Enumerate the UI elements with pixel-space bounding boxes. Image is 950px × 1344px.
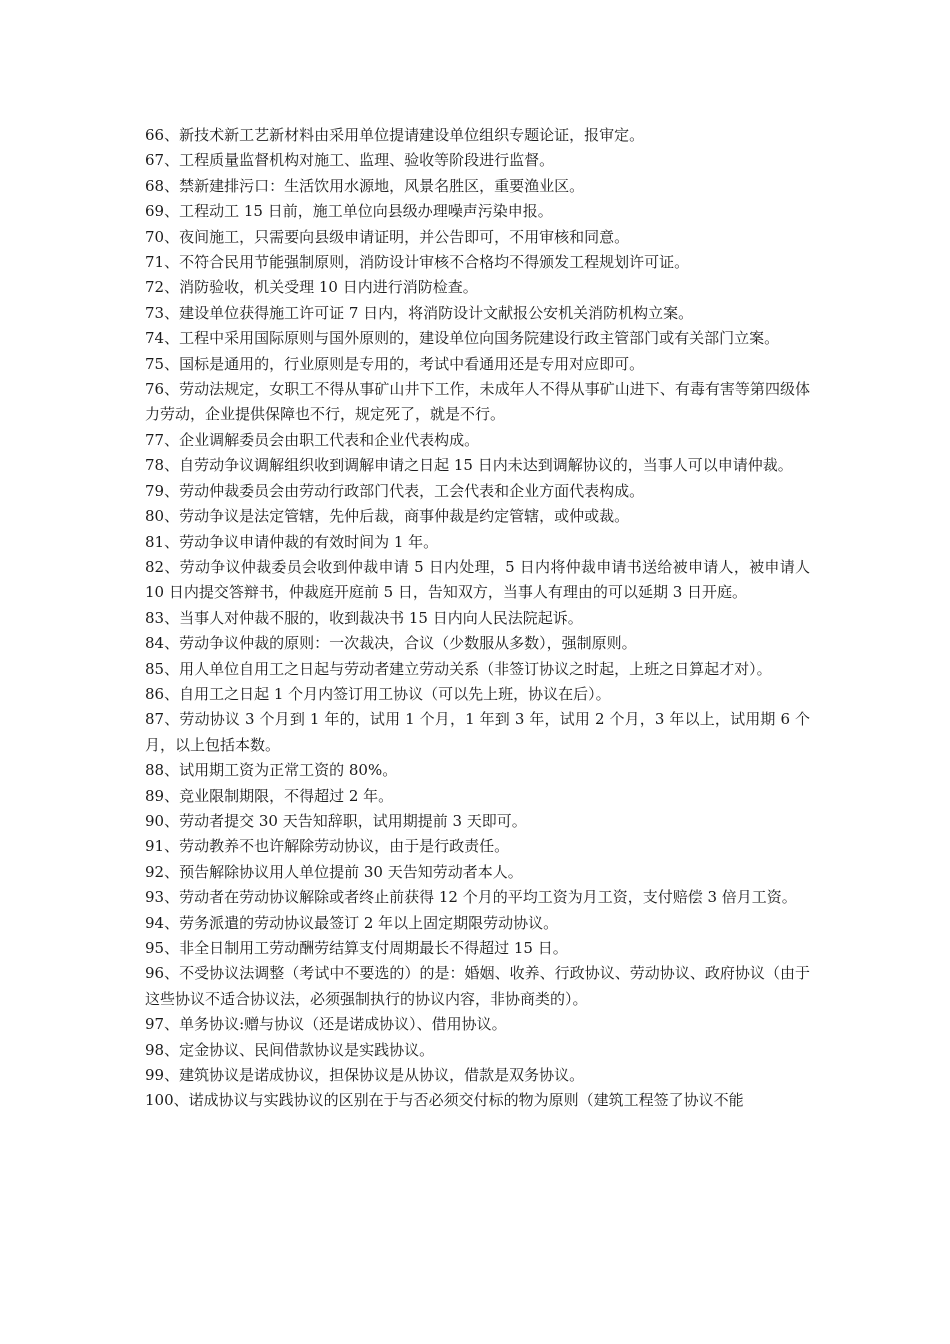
- list-item: 97、单务协议:赠与协议（还是诺成协议）、借用协议。: [145, 1015, 507, 1034]
- list-item: 90、劳动者提交 30 天告知辞职，试用期提前 3 天即可。: [145, 811, 527, 830]
- list-item: 85、用人单位自用工之日起与劳动者建立劳动关系（非签订协议之时起，上班之日算起才对）。: [145, 659, 772, 678]
- list-item: 73、建设单位获得施工许可证 7 日内，将消防设计文献报公安机关消防机构立案。: [145, 303, 694, 322]
- list-item: 69、工程动工 15 日前，施工单位向县级办理噪声污染申报。: [145, 202, 553, 221]
- list-item: 72、消防验收，机关受理 10 日内进行消防检查。: [145, 278, 478, 297]
- list-item: 78、自劳动争议调解组织收到调解申请之日起 15 日内未达到调解协议的，当事人可以申请仲裁。: [145, 456, 793, 475]
- document-page: [145, 123, 810, 1114]
- list-item: 98、定金协议、民间借款协议是实践协议。: [145, 1040, 435, 1059]
- list-item: 96、不受协议法调整（考试中不要选的）的是：婚姻、收养、行政协议、劳动协议、政府协议（由于这些协议不适合协议法，必须强制执行的协议内容，非协商类的）。: [145, 964, 810, 1008]
- list-item: 95、非全日制用工劳动酬劳结算支付周期最长不得超过 15 日。: [145, 939, 568, 957]
- list-item: 70、夜间施工，只需要向县级申请证明，并公告即可，不用审核和同意。: [145, 227, 630, 246]
- list-item: 93、劳动者在劳动协议解除或者终止前获得 12 个月的平均工资为月工资，支付赔偿 3 倍月工资。: [145, 888, 797, 907]
- list-item: 74、工程中采用国际原则与国外原则的，建设单位向国务院建设行政主管部门或有关部门立案。: [145, 329, 780, 348]
- list-item: 100、诺成协议与实践协议的区别在于与否必须交付标的物为原则（建筑工程签了协议不能: [145, 1091, 744, 1110]
- list-item: 77、企业调解委员会由职工代表和企业代表构成。: [145, 430, 480, 449]
- list-item: 86、自用工之日起 1 个月内签订用工协议（可以先上班，协议在后）。: [145, 684, 611, 703]
- list-item: 94、劳务派遣的劳动协议最签订 2 年以上固定期限劳动协议。: [145, 913, 559, 932]
- list-item: 81、劳动争议申请仲裁的有效时间为 1 年。: [145, 532, 439, 551]
- list-item: 68、禁新建排污口：生活饮用水源地，风景名胜区，重要渔业区。: [145, 176, 585, 195]
- list-item: 84、劳动争议仲裁的原则：一次裁决，合议（少数服从多数），强制原则。: [145, 634, 637, 653]
- list-item: 82、劳动争议仲裁委员会收到仲裁申请 5 日内处理，5 日内将仲裁申请书送给被申请人，被申请人 10 日内提交答辩书，仲裁庭开庭前 5 日，告知双方，当事人有理由的可以延期 3 日开庭。: [145, 557, 810, 602]
- list-item: 80、劳动争议是法定管辖，先仲后裁，商事仲裁是约定管辖，或仲或裁。: [145, 507, 630, 526]
- list-item: 99、建筑协议是诺成协议，担保协议是从协议，借款是双务协议。: [145, 1066, 585, 1085]
- list-item: 88、试用期工资为正常工资的 80%。: [145, 761, 398, 780]
- list-item: 91、劳动教养不也许解除劳动协议，由于是行政责任。: [145, 837, 510, 856]
- list-item: 75、国标是通用的，行业原则是专用的，考试中看通用还是专用对应即可。: [145, 354, 645, 373]
- list-item: 89、竞业限制期限，不得超过 2 年。: [145, 786, 394, 805]
- list-item: 87、劳动协议 3 个月到 1 年的，试用 1 个月，1 年到 3 年，试用 2 个月，3 年以上，试用期 6 个月，以上包括本数。: [145, 710, 810, 754]
- list-item: 79、劳动仲裁委员会由劳动行政部门代表，工会代表和企业方面代表构成。: [145, 481, 645, 500]
- list-item: 76、劳动法规定，女职工不得从事矿山井下工作，未成年人不得从事矿山进下、有毒有害等第四级体力劳动，企业提供保障也不行，规定死了，就是不行。: [145, 380, 810, 424]
- list-item: 66、新技术新工艺新材料由采用单位提请建设单位组织专题论证，报审定。: [145, 126, 645, 144]
- list-item: 92、预告解除协议用人单位提前 30 天告知劳动者本人。: [145, 862, 523, 881]
- list-item: 71、不符合民用节能强制原则，消防设计审核不合格均不得颁发工程规划许可证。: [145, 253, 690, 272]
- list-item: 83、当事人对仲裁不服的，收到裁决书 15 日内向人民法院起诉。: [145, 608, 583, 627]
- list-item: 67、工程质量监督机构对施工、监理、验收等阶段进行监督。: [145, 151, 555, 170]
